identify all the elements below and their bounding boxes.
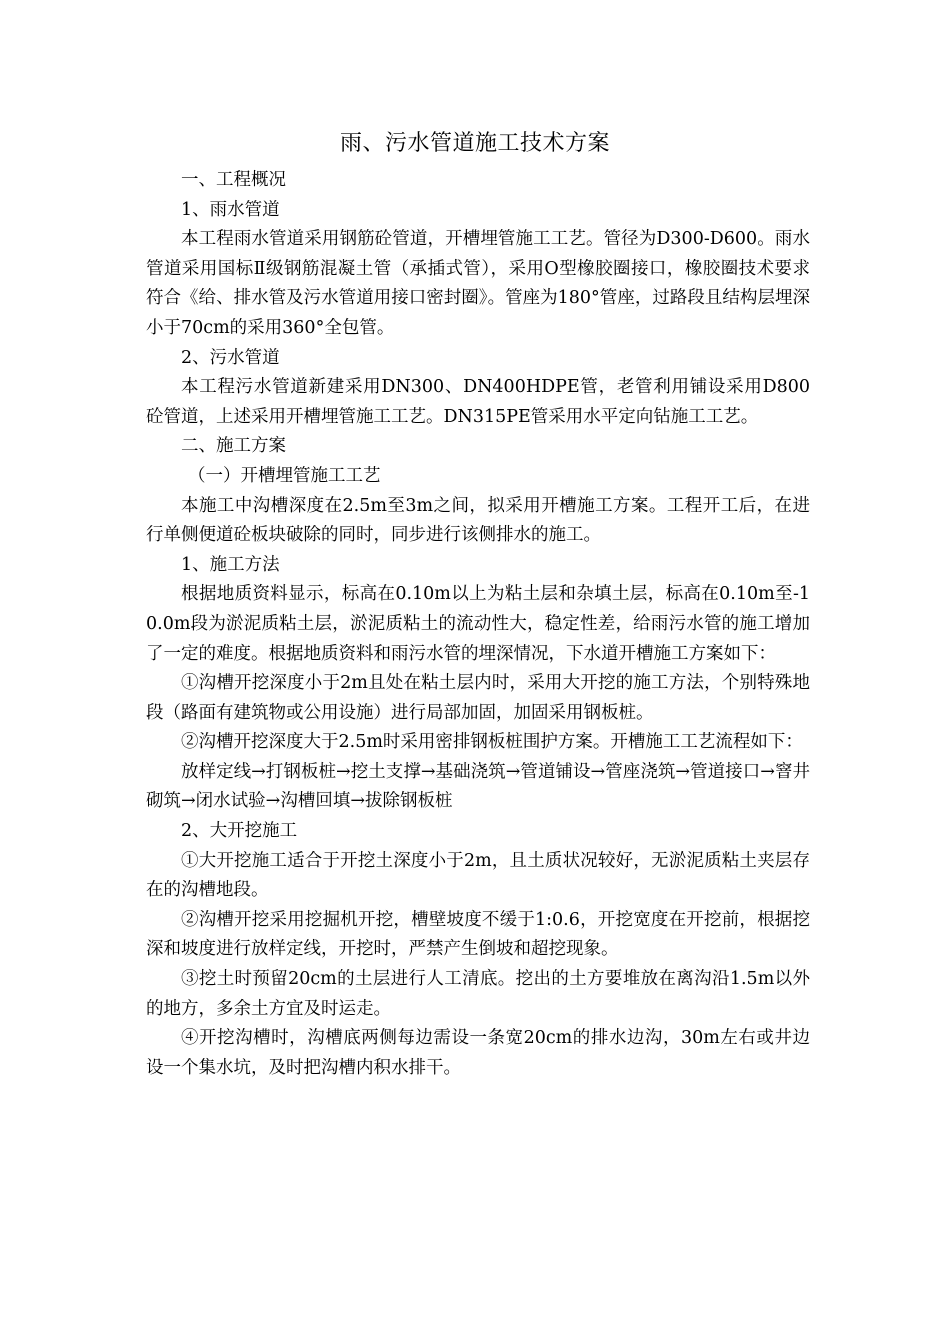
subheading-rain-pipe: 1、雨水管道 [181,199,280,220]
paragraph-open-cut-1: ①大开挖施工适合于开挖土深度小于2m，且土质状况较好，无淤泥质粘土夹层存在的沟槽地段。 [146,850,810,901]
section-heading-plan: 二、施工方案 [181,436,286,457]
paragraph-open-cut-3: ③挖土时预留20cm的土层进行人工清底。挖出的土方要堆放在离沟沿1.5m以外的地方，多余土方宜及时运走。 [146,969,810,1019]
paragraph-rain-pipe: 本工程雨水管道采用钢筋砼管道，开槽埋管施工工艺。管径为D300-D600。雨水管道采用国标Ⅱ级钢筋混凝土管（承插式管），采用O型橡胶圈接口，橡胶圈技术要求符合《给、排水管及污水管道用接口密封圈》。管座为180°管座，过路段且结构层埋深小于70cm的采用360°全包管。 [146,229,810,338]
subheading-method: 1、施工方法 [181,554,280,575]
paragraph-process-flow: 放样定线→打钢板桩→挖土支撑→基础浇筑→管道铺设→管座浇筑→管道接口→窨井砌筑→闭水试验→沟槽回填→拔除钢板桩 [146,761,810,812]
subheading-open-cut: 2、大开挖施工 [181,821,298,842]
paragraph-sewage-pipe: 本工程污水管道新建采用DN300、DN400HDPE管，老管利用铺设采用D800砼管道，上述采用开槽埋管施工工艺。DN315PE管采用水平定向钻施工工艺。 [146,377,810,427]
subheading-sewage-pipe: 2、污水管道 [181,347,280,368]
document-body [146,166,810,1083]
paragraph-geology: 根据地质资料显示，标高在0.10m以上为粘土层和杂填土层，标高在0.10m至-10.0m段为淤泥质粘土层，淤泥质粘土的流动性大，稳定性差，给雨污水管的施工增加了一定的难度。根据地质资料和雨污水管的埋深情况，下水道开槽施工方案如下： [146,584,810,664]
paragraph-item-2: ②沟槽开挖深度大于2.5m时采用密排钢板桩围护方案。开槽施工工艺流程如下： [181,732,803,753]
section-heading-overview: 一、工程概况 [181,170,286,190]
paragraph-open-cut-4: ④开挖沟槽时，沟槽底两侧每边需设一条宽20cm的排水边沟，30m左右或井边设一个集水坑，及时把沟槽内积水排干。 [146,1028,810,1078]
subheading-trench-process: （一）开槽埋管施工工艺 [188,465,381,486]
document-title: 雨、污水管道施工技术方案 [339,131,610,156]
paragraph-item-1: ①沟槽开挖深度小于2m且处在粘土层内时，采用大开挖的施工方法，个别特殊地段（路面有建筑物或公用设施）进行局部加固，加固采用钢板桩。 [146,673,810,723]
paragraph-trench-depth: 本施工中沟槽深度在2.5m至3m之间，拟采用开槽施工方案。工程开工后，在进行单侧便道砼板块破除的同时，同步进行该侧排水的施工。 [146,495,810,546]
paragraph-open-cut-2: ②沟槽开挖采用挖掘机开挖，槽壁坡度不缓于1:0.6，开挖宽度在开挖前，根据挖深和坡度进行放样定线，开挖时，严禁产生倒坡和超挖现象。 [146,909,810,960]
